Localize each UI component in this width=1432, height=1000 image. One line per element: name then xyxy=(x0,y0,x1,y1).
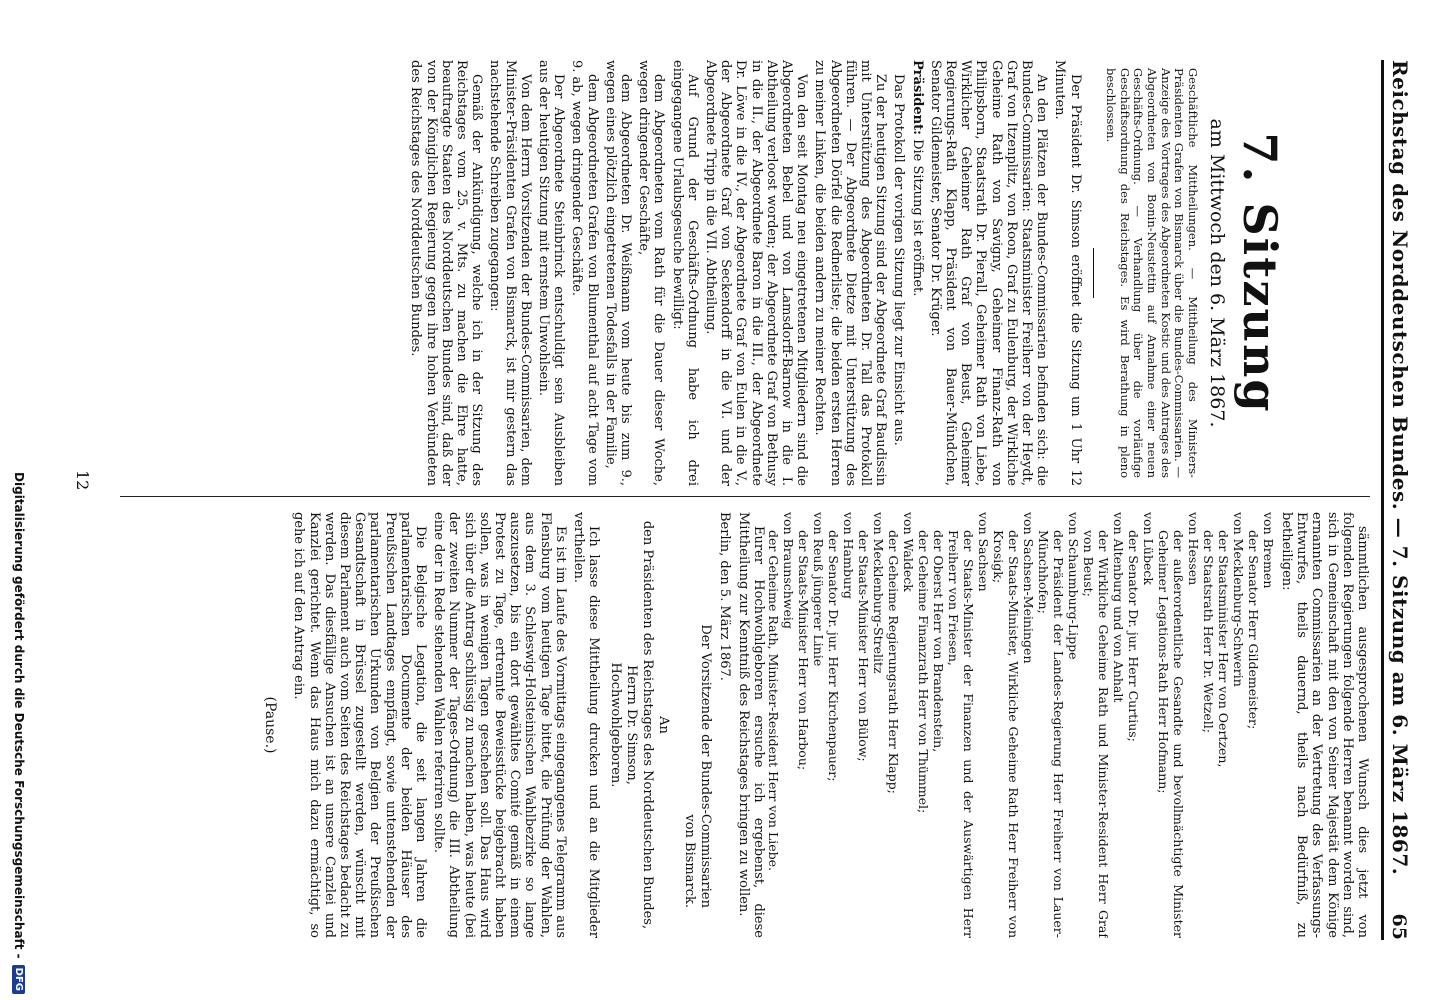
digitization-text: Digitalisierung gefördert durch die Deutsche Forschungsgemeinschaft - xyxy=(12,472,26,959)
session-title: 7. Sitzung xyxy=(1233,132,1287,414)
state-name: von Hamburg xyxy=(840,512,856,599)
state-name: von Sachsen xyxy=(975,512,991,592)
letter-place-date: Berlin, den 5. März 1867. xyxy=(717,512,733,681)
paragraph: dem Abgeordneten Grafen von Blumenthal auf acht Tage vom 9. ab, wegen dringender Geschäfte. xyxy=(569,60,600,486)
commissioner-entry: der Staatsminister Herr von Oertzen, xyxy=(1215,530,1231,768)
commissioner-entry: der Wirkliche Geheime Rath und Minister-Resident Herr Graf von Beust; xyxy=(1080,530,1111,938)
session-date: am Mittwoch den 6. März 1867. xyxy=(1206,118,1228,428)
commissioner-entry: der Geheime Rath, Minister-Resident Herr von Liebe. xyxy=(765,530,781,872)
state-name: von Mecklenburg-Strelitz xyxy=(870,512,886,674)
footer-page-number: 12 xyxy=(73,470,92,491)
pause-note: (Pause.) xyxy=(262,696,279,754)
letter-paragraph: Eurer Hochwohlgeboren ersuche ich ergebenst, diese Mittheilung zur Kenntniß des Reichstages bringen zu wollen. xyxy=(735,512,766,938)
state-name: von Altenburg und von Anhalt xyxy=(1110,512,1126,703)
right-paragraphs xyxy=(1279,512,1370,938)
address-line: Herrn Dr. Simson, xyxy=(624,665,640,785)
state-name: von Bremen xyxy=(1260,512,1276,589)
running-head-page-number: 65 xyxy=(1388,913,1410,940)
commissioner-entry: der Senator Dr. jur. Herr Curtius; xyxy=(1125,530,1141,742)
left-column xyxy=(100,60,1370,486)
paragraph: Das Protokoll der vorigen Sitzung liegt zur Einsicht aus. xyxy=(891,74,907,446)
paragraph: Von den seit Montag neu eingetretenen Mitgliedern sind die Abgeordneten Bebel und von Lamsdorff-Barnow in die I. Abtheilung verloost worden; der Abgeordnete Graf von Bethusy in die II., der Abgeordnete Baron in die III., der Abgeordnete Dr. Löwe in die IV., der Abgeordnete Graf von Eulen in die V., der Abgeordnete Graf von Seckendorff in die VI. und der Abgeordnete Tripp in die VII. Abtheilung. xyxy=(702,60,810,486)
paragraph: Die Belgische Legation, die seit langen Jahren die parlamentarischen Documente der beiden Häuser des Preußischen Landtages empfängt, sowie untenstehenden der parlamentarischen Urkunden von Belgien der Preußischen Gesandtschaft in Brüssel zugestellt werden, wünscht mit diesem Parlament auch vom Seiten des Reichstages bedacht zu werden. Das diesfällige Ansuchen ist an unsere Canzlei und Kanzlei gerichtet. Wenn das Haus mich dazu ermächtigt, so gehe ich auf den Antrag ein. xyxy=(291,512,428,938)
left-paragraphs-continued xyxy=(408,60,906,486)
digitization-notice xyxy=(6,0,36,1000)
commissioner-entry: der außerordentliche Gesandte und bevollmächtigte Minister Geheimer Legations-Rath Herr Hofmann; xyxy=(1155,530,1186,938)
paragraph: An den Plätzen der Bundes-Commissarien befinden sich: die Bundes-Commissarien: Staatsminister Freiherr von der Heydt, Graf von Itzenplitz, von Roon, Graf zu Eulenburg, der Wirkliche Geheime Rath von Savigny, Geheimer Finanz-Rath von Philipsborn, Staatsrath Dr. Pierall, Geheimer Rath von Liebe, Wirklicher Geheimer Rath Graf von Beust, Geheimer Regierungs-Rath Klapp, Präsident von Bauer-Mündchen, Senator Gildemeister, Senator Dr. Krüger. xyxy=(927,60,1050,486)
scanned-page xyxy=(46,0,1432,1000)
header-rule xyxy=(1380,60,1382,940)
dfg-logo: DFG xyxy=(13,965,26,994)
paragraph: Der Abgeordnete Steinbrinck entschuldigt sein Ausbleiben aus der heutigen Sitzung mit ernstem Unwohlsein. xyxy=(535,60,567,486)
paragraph: Es ist im Laufe des Vormittags eingegangenes Telegramm aus Flensburg vom heutigen Tage bittet, die Prüfung der Wahlen, aus dem 3. Schleswig-Holsteinischen Wahlbezirke so lange auszusetzen, bis ein dort gewähltes Comité gemäß in einem Protest zu Tage, ertrennte Beweisstücke beigebracht haben sollen, was in wenigen Tagen geschehen soll. Das Haus wird sich über die Antrag schlüssig zu machen haben, was heute (bei der zweiten Nummer der Tages-Ordnung) die III. Abtheilung eine der in Rede stehenden Wahlen referiren sollte. xyxy=(431,512,568,938)
commissioner-entry: der Senator Dr. jur. Herr Kirchenpauer; xyxy=(825,530,841,782)
commissioner-list xyxy=(766,512,1276,938)
paragraph: dem Abgeordneten Dr. Weißmann vom heute bis zum 9., wegen eines plötzlich eingetretenen Todesfalls in der Familie, xyxy=(602,60,633,486)
commissioner-entry: der Staats-Minister Herr von Harbou; xyxy=(795,530,811,771)
paragraph: Der Präsident Dr. Simson eröffnet die Sitzung um 1 Uhr 12 Minuten. xyxy=(1052,60,1083,486)
signature-line: Der Vorsitzende der Bundes-Commissarien xyxy=(698,624,714,908)
state-name: von Braunschweig xyxy=(780,512,796,629)
running-head-title: Reichstag des Norddeutschen Bundes. — 7. Sitzung am 6. März 1867. xyxy=(1388,60,1412,876)
state-name: von Lübeck xyxy=(1140,512,1156,585)
section-divider xyxy=(1093,248,1094,298)
commissioner-entry: der Staats-Minister Herr von Bülow; xyxy=(855,530,871,762)
commissioner-entry: der Oberst Herr von Brandenstein, xyxy=(930,530,946,753)
paragraph: Auf Grund der Geschäfts-Ordnung habe ich drei eingegangene Urlaubsgesuche bewilligt: xyxy=(669,60,700,486)
state-name: von Mecklenburg-Schwerin xyxy=(1230,512,1246,687)
paragraph: Ich lasse diese Mittheilung drucken und an die Mitglieder vertheilen. xyxy=(570,512,602,938)
address-line: den Präsidenten des Reichstages des Norddeutschen Bundes, xyxy=(640,520,656,930)
left-paragraphs xyxy=(928,60,1083,486)
running-head xyxy=(1382,60,1428,940)
state-name: von Sachsen-Meiningen xyxy=(1020,512,1036,664)
address-block xyxy=(607,512,671,938)
paragraph: Zu der heutigen Sitzung sind der Abgeordnete Graf Baudissin mit Unterstützung des Abgeordneten Dr. Tall das Protokoll führen. — Der Abgeordnete Dietze mit Unterstützung des Abgeordneten Dörfel die Rednerliste; die beiden ersten Herren zu meiner Linken, die beiden andern zu meiner Rechten. xyxy=(812,60,889,486)
right-paragraphs-continued xyxy=(291,512,601,938)
paragraph: dem Abgeordneten vom Rath für die Dauer dieser Woche, wegen dringender Geschäfte, xyxy=(636,60,667,486)
paragraph: Gemäß der Ankündigung, welche ich in der Sitzung des Reichstages vom 25. v. Mts. zu machen die Ehre hatte, beauftragte Staaten des Norddeutschen Bundes sind, daß der von der Königlichen Regierung gegen ihre hohen Verbündeten des Reichstages des Norddeutschen Bundes. xyxy=(408,60,485,486)
commissioner-entry: der Senator Herr Gildemeister; xyxy=(1245,530,1261,730)
signature-line: von Bismarck. xyxy=(682,814,698,908)
state-name: von Waldeck xyxy=(900,512,916,592)
speaker-text: Die Sitzung ist eröffnet. xyxy=(909,139,925,297)
paragraph: Von dem Herrn Vorsitzenden der Bundes-Commissarien, dem Minister-Präsidenten Grafen von Bismarck, ist mir gestern das nachstehende Schreiben zugegangen: xyxy=(487,60,533,486)
address-line: An xyxy=(656,716,672,734)
commissioner-entry: der Präsident der Landes-Regierung Herr Freiherr von Lauer-Münchhofen; xyxy=(1035,530,1066,938)
agenda-summary: Geschäftliche Mittheilungen. — Mittheilung des Ministers-Präsidenten Grafen von Bismarck über die Bundes-Commissarien. — Anzeige des Vortrages des Abgeordneten Kostic und des Antrages des Abgeordneten von Bonin-Neustettin auf Annahme einer neuen Geschäfts-Ordnung. — Verhandlung über die vorläufige Geschäftsordnung des Reichstages. Es wird Berathung in pleno beschlossen. xyxy=(1104,68,1200,478)
address-line: Hochwohlgeboren. xyxy=(608,662,624,788)
commissioner-entry: der Staatsrath Herr Dr. Wetzell; xyxy=(1200,530,1216,733)
speaker-label: Präsident: xyxy=(909,60,925,135)
commissioner-entry: der Geheime Finanzrath Herr von Thümmel; xyxy=(915,530,931,814)
commissioner-entry: der Staats-Minister der Finanzen und der Auswärtigen Herr Freiherr von Friesen, xyxy=(945,530,976,938)
state-name: von Hessen xyxy=(1185,512,1201,586)
right-column xyxy=(100,512,1370,938)
commissioner-entry: der Staats-Minister, Wirkliche Geheime Rath Herr Freiherr von Krosigk; xyxy=(990,530,1021,938)
president-statement xyxy=(909,60,924,486)
signature-block xyxy=(681,512,713,938)
state-name: von Schaumburg-Lippe xyxy=(1065,512,1081,660)
commissioner-entry: der Geheime Regierungsrath Herr Klapp; xyxy=(885,530,901,794)
paragraph: sämmtlichen ausgesprochenen Wunsch dies jetzt von folgenden Regierungen folgende Herren benannt worden sind, sich in Gemeinschaft mit den von Seiner Majestät dem Könige ernannten Commissarien an der Vertretung des Verfassungs-Entwurfes, theils dauernd, theils nach Bedürfniß, zu betheiligen: xyxy=(1278,512,1370,938)
digitization-text-row xyxy=(6,0,32,1000)
column-divider xyxy=(120,496,1370,497)
state-name: von Reuß jüngerer Linie xyxy=(810,512,826,667)
